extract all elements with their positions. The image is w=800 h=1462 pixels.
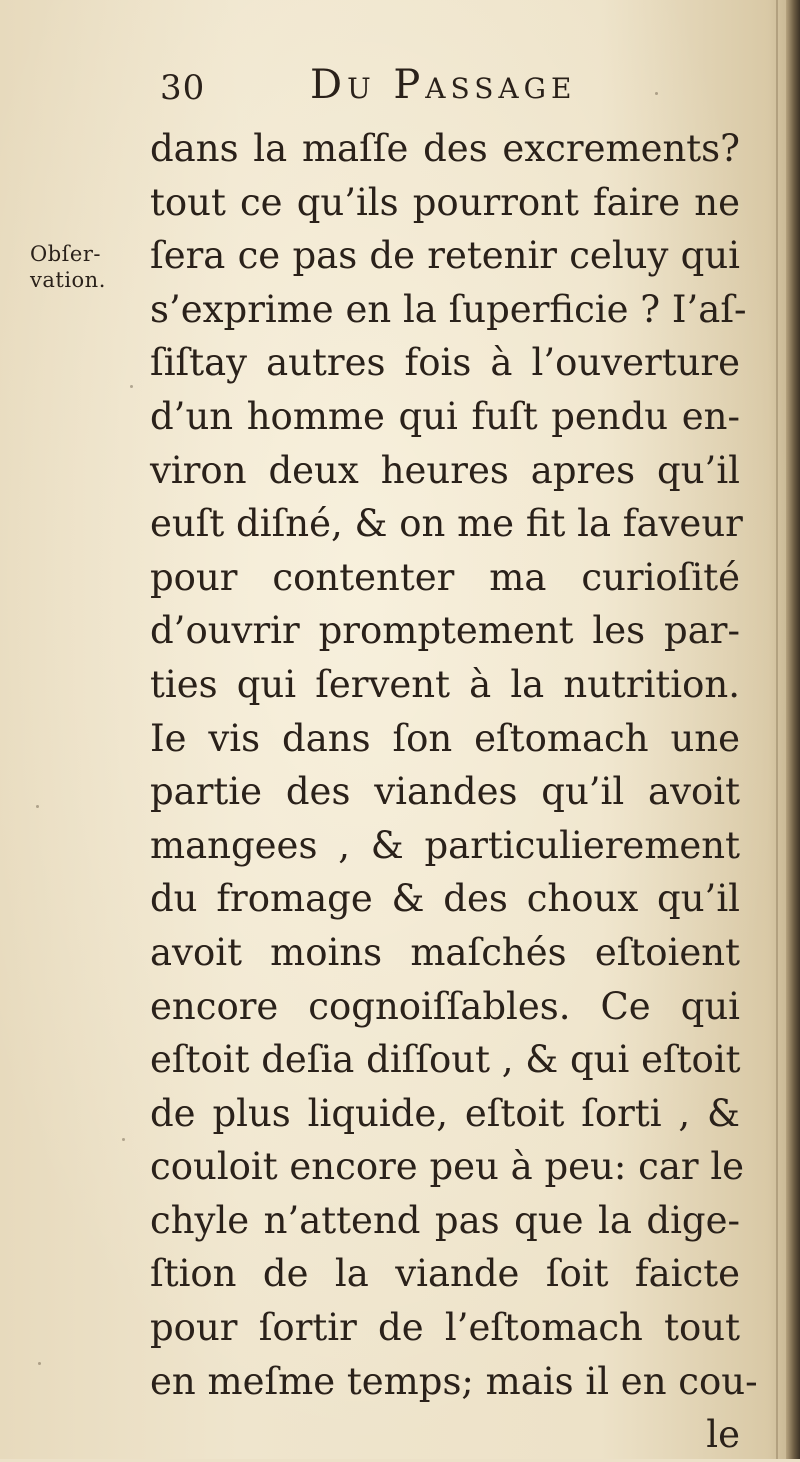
text-line: ties qui ſervent à la nutrition. <box>150 662 740 706</box>
text-line: d’ouvrir promptement les par- <box>150 609 740 653</box>
text-line: Ie vis dans ſon eſtomach une <box>150 716 740 760</box>
page-number: 30 <box>160 68 206 108</box>
marginal-note <box>30 241 130 293</box>
text-line: partie des viandes qu’il avoit <box>150 770 740 814</box>
text-line: pour ſortir de l’eſtomach tout <box>150 1306 740 1350</box>
paper-speck <box>130 385 133 388</box>
book-gutter <box>786 0 800 1459</box>
text-line: du fromage & des choux qu’il <box>150 877 740 921</box>
paper-speck <box>655 92 658 95</box>
text-line: encore cognoiſſables. Ce qui <box>150 984 740 1028</box>
text-line: mangees , & particulierement <box>150 823 740 867</box>
marginal-note-line: Obſer- <box>30 242 101 266</box>
paper-speck <box>36 805 39 808</box>
paper-speck <box>122 1138 125 1141</box>
gutter-shadow-line <box>776 0 778 1459</box>
catchword: le <box>706 1413 740 1457</box>
text-line: d’un homme qui fuſt pendu en- <box>150 394 740 438</box>
text-line: ſiſtay autres fois à l’ouverture <box>150 341 740 385</box>
text-line: pour contenter ma curioſité <box>150 555 740 599</box>
text-line: tout ce qu’ils pourront faire ne <box>150 180 740 224</box>
paper-speck <box>38 1362 41 1365</box>
text-line: viron deux heures apres qu’il <box>150 448 740 492</box>
text-line: eſtoit deſia diſſout , & qui eſtoit <box>150 1038 741 1082</box>
marginal-note-line: vation. <box>30 268 106 292</box>
text-line: ſtion de la viande ſoit faicte <box>150 1252 740 1296</box>
text-line: s’exprime en la ſuperficie ? I’aſ- <box>150 287 747 331</box>
text-line: dans la maſſe des excrements? <box>150 127 740 170</box>
text-line: ſera ce pas de retenir celuy qui <box>150 234 740 278</box>
text-line: couloit encore peu à peu: car le <box>150 1145 745 1189</box>
running-title: Du Passage <box>310 62 577 108</box>
text-line: chyle n’attend pas que la dige- <box>150 1198 740 1242</box>
text-line: de plus liquide, eſtoit ſorti , & <box>150 1091 740 1135</box>
body-text <box>150 122 758 1462</box>
text-line: en meſme temps; mais il en cou- <box>150 1359 758 1403</box>
text-line: euſt diſné, & on me fit la faveur <box>150 502 743 546</box>
page-header <box>160 62 680 118</box>
text-line: avoit moins maſchés eſtoient <box>150 930 740 974</box>
